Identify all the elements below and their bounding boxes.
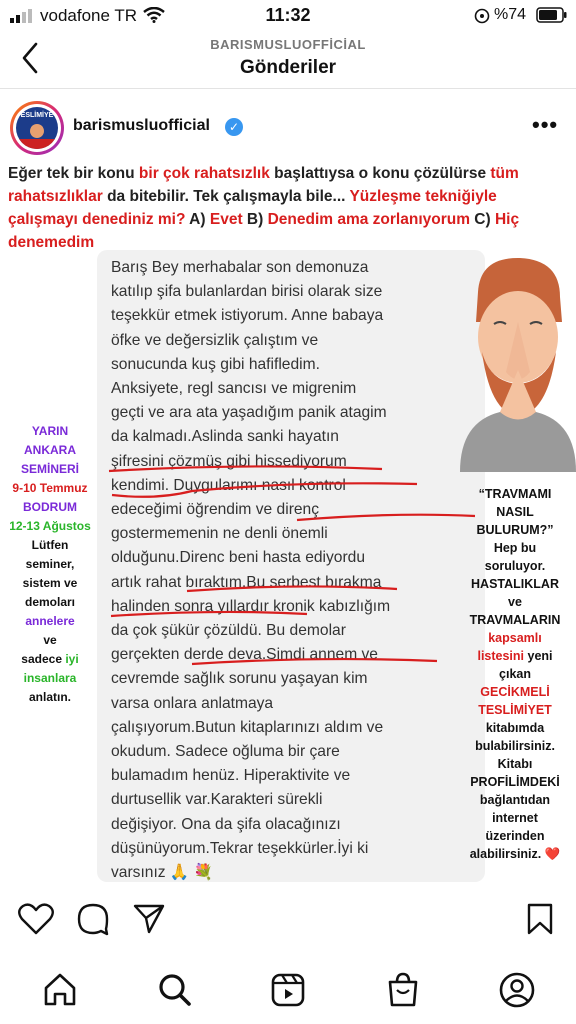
headline-highlight: bir çok rahatsızlık xyxy=(138,165,270,182)
message-line: da kalmadı.Aslinda sanki hayatın xyxy=(111,428,339,446)
status-bar xyxy=(0,0,576,30)
reels-icon xyxy=(268,970,308,1010)
promo-line: çıkan xyxy=(499,667,531,681)
promo-line: TESLİMİYET xyxy=(478,703,552,717)
battery-percent: %74 xyxy=(494,6,527,23)
message-line: geçti ve ara ata yaşadığım panik atagim xyxy=(111,404,387,422)
message-line: Barış Bey merhabalar son demonuza xyxy=(111,259,369,276)
shop-icon xyxy=(383,970,423,1010)
message-line: gostermemenin ne denli önemli xyxy=(111,525,328,543)
header-divider xyxy=(0,88,576,89)
message-line: halinden sonra yıllardır kronik kabızlığım xyxy=(111,597,391,615)
location-lock-icon xyxy=(474,8,490,24)
promo-word: listesini xyxy=(477,649,525,663)
profile-icon xyxy=(497,970,537,1010)
promo-line: seminer, xyxy=(25,557,75,571)
like-button[interactable] xyxy=(18,902,54,941)
message-line: okudum. Sadece oğluma bir çare xyxy=(111,743,340,761)
message-line: Anksiyete, regl sancısı ve migrenim xyxy=(111,380,357,398)
message-line: değişiyor. Ona da şifa olacağınızı xyxy=(111,815,341,833)
message-line: kendimi. Duygularımı nasıl kontrol xyxy=(111,476,346,494)
message-line: katılıp şifa bulanlardan birisi olarak size xyxy=(111,283,383,301)
headline-highlight: Denedim ama zorlanıyorum xyxy=(267,211,470,228)
message-line: artık rahat bıraktım.Bu serbest bırakma xyxy=(111,573,382,591)
promo-line: YARIN xyxy=(31,424,69,438)
promo-line: Lütfen xyxy=(31,538,69,552)
promo-line: alabilirsiniz. ❤️ xyxy=(469,847,561,861)
top-header xyxy=(0,30,576,88)
promo-line: insanlara xyxy=(23,671,77,685)
promo-line: Hep bu xyxy=(493,541,537,555)
heart-icon xyxy=(18,902,54,936)
headline-highlight: Yüzleşme tekniğiyle çalışmayı denediniz mi? xyxy=(8,188,497,228)
nav-search[interactable] xyxy=(155,970,195,1010)
promo-line: kitabımda xyxy=(485,721,545,735)
bookmark-icon xyxy=(526,902,554,936)
promo-word: yeni xyxy=(524,649,553,663)
promo-line: bulabilirsiniz. xyxy=(475,739,555,753)
memoji-image xyxy=(460,252,576,472)
promo-line: GECİKMELİ xyxy=(480,685,550,699)
post-header xyxy=(0,98,576,158)
home-icon xyxy=(40,970,80,1010)
message-line: olduğunu.Direnc beni hasta ediyordu xyxy=(111,549,366,567)
message-line: bulamadım henüz. Hiperaktivite ve xyxy=(111,767,351,785)
message-line: çalışıyorum.Butun kitaplarınızı aldım ve xyxy=(111,718,384,736)
message-line: da çok şükür çözüldü. Bu demolar xyxy=(111,622,346,640)
search-icon xyxy=(155,970,195,1010)
nav-shop[interactable] xyxy=(383,970,423,1010)
nav-home[interactable] xyxy=(40,970,80,1010)
message-line: varsa onlara anlatmaya xyxy=(111,694,274,712)
bottom-nav xyxy=(0,958,576,1024)
headline-text: C) xyxy=(470,211,495,228)
nav-profile[interactable] xyxy=(497,970,537,1010)
carrier-name: vodafone TR xyxy=(40,6,138,25)
nav-reels[interactable] xyxy=(268,970,308,1010)
promo-line: SEMİNERİ xyxy=(20,462,79,476)
message-line: sonucunda kuş gibi hafifledim. xyxy=(111,355,320,373)
message-line: edeceğimi öğrendim ve direnç xyxy=(111,501,320,519)
promo-line: soruluyor. xyxy=(484,559,546,573)
promo-line: HASTALIKLAR xyxy=(471,577,559,591)
headline-text: A) xyxy=(185,211,210,228)
promo-line: ve xyxy=(43,633,57,647)
headline-highlight: tüm rahatsızlıklar xyxy=(8,165,519,205)
promo-line: kapsamlı xyxy=(488,631,542,645)
promo-line: bağlantıdan xyxy=(479,793,551,807)
battery-icon xyxy=(536,7,568,23)
seminar-promo xyxy=(0,422,100,707)
promo-word: iyi xyxy=(65,652,79,666)
verified-badge-icon: ✓ xyxy=(225,118,243,136)
promo-line: internet xyxy=(492,811,538,825)
post-username[interactable]: barismusluofficial xyxy=(73,117,210,134)
promo-line: NASIL xyxy=(496,505,534,519)
message-line: gerçekten derde deva.Simdi annem ve xyxy=(111,646,378,664)
promo-line: 9-10 Temmuz xyxy=(12,481,88,495)
promo-line: üzerinden xyxy=(485,829,545,843)
promo-line: ve xyxy=(508,595,522,609)
post-headline xyxy=(8,162,568,254)
promo-line: “TRAVMAMI xyxy=(478,487,552,501)
account-label: BARISMUSLUOFFİCİAL xyxy=(210,37,366,52)
promo-line: annelere xyxy=(25,614,75,628)
headline-highlight: Hiç denemedim xyxy=(8,211,520,251)
headline-highlight: Evet xyxy=(209,211,243,228)
headline-text: B) xyxy=(242,211,268,228)
message-line: durtusellik var.Karakteri sürekli xyxy=(111,791,323,809)
headline-text: Eğer tek bir konu xyxy=(8,165,139,182)
promo-line: demoları xyxy=(24,595,75,609)
promo-line: TRAVMALARIN xyxy=(469,613,561,627)
message-line: teşekkür etmek istiyorum. Anne babaya xyxy=(111,307,384,325)
share-icon xyxy=(132,902,166,936)
message-line: şifresini çözmüş gibi hissediyorum xyxy=(111,452,347,470)
red-underlines xyxy=(97,250,485,882)
avatar-band xyxy=(16,139,58,149)
promo-line: ANKARA xyxy=(24,443,76,457)
share-button[interactable] xyxy=(132,902,166,941)
message-screenshot xyxy=(97,250,485,882)
comment-button[interactable] xyxy=(76,902,110,941)
message-line: düşünüyorum.Tekrar teşekkürler.İyi ki xyxy=(111,839,369,857)
promo-line: BULURUM?” xyxy=(476,523,554,537)
promo-line: anlatın. xyxy=(28,690,71,704)
promo-line: PROFİLİMDEKİ xyxy=(470,775,560,789)
headline-text: da bitebilir. Tek çalışmayla bile... xyxy=(102,188,350,205)
comment-icon xyxy=(76,902,110,936)
promo-line: sistem ve xyxy=(22,576,78,590)
promo-line: BODRUM xyxy=(23,500,77,514)
promo-line xyxy=(0,650,100,669)
promo-line xyxy=(454,647,576,665)
avatar-ring xyxy=(13,104,61,152)
avatar-face xyxy=(30,124,44,138)
avatar[interactable] xyxy=(10,101,64,155)
message-line: cevremde sağlık sorunu yaşayan kim xyxy=(111,670,368,688)
post-image xyxy=(0,160,576,890)
book-promo xyxy=(454,485,576,863)
more-options-icon[interactable]: ••• xyxy=(532,112,559,137)
message-line: öfke ve değersizlik çalıştım ve xyxy=(111,331,319,349)
promo-word: sadece xyxy=(21,652,66,666)
promo-line: Kitabı xyxy=(497,757,533,771)
save-button[interactable] xyxy=(526,902,554,941)
avatar-text: TESLİMİYET xyxy=(16,112,58,119)
page-title: Gönderiler xyxy=(239,57,337,78)
avatar-image xyxy=(16,107,58,149)
message-line: varsınız 🙏 💐 xyxy=(111,864,214,882)
clock: 11:32 xyxy=(265,5,311,25)
headline-text: başlattıysa o konu çözülürse xyxy=(269,165,491,182)
promo-line: 12-13 Ağustos xyxy=(9,519,91,533)
